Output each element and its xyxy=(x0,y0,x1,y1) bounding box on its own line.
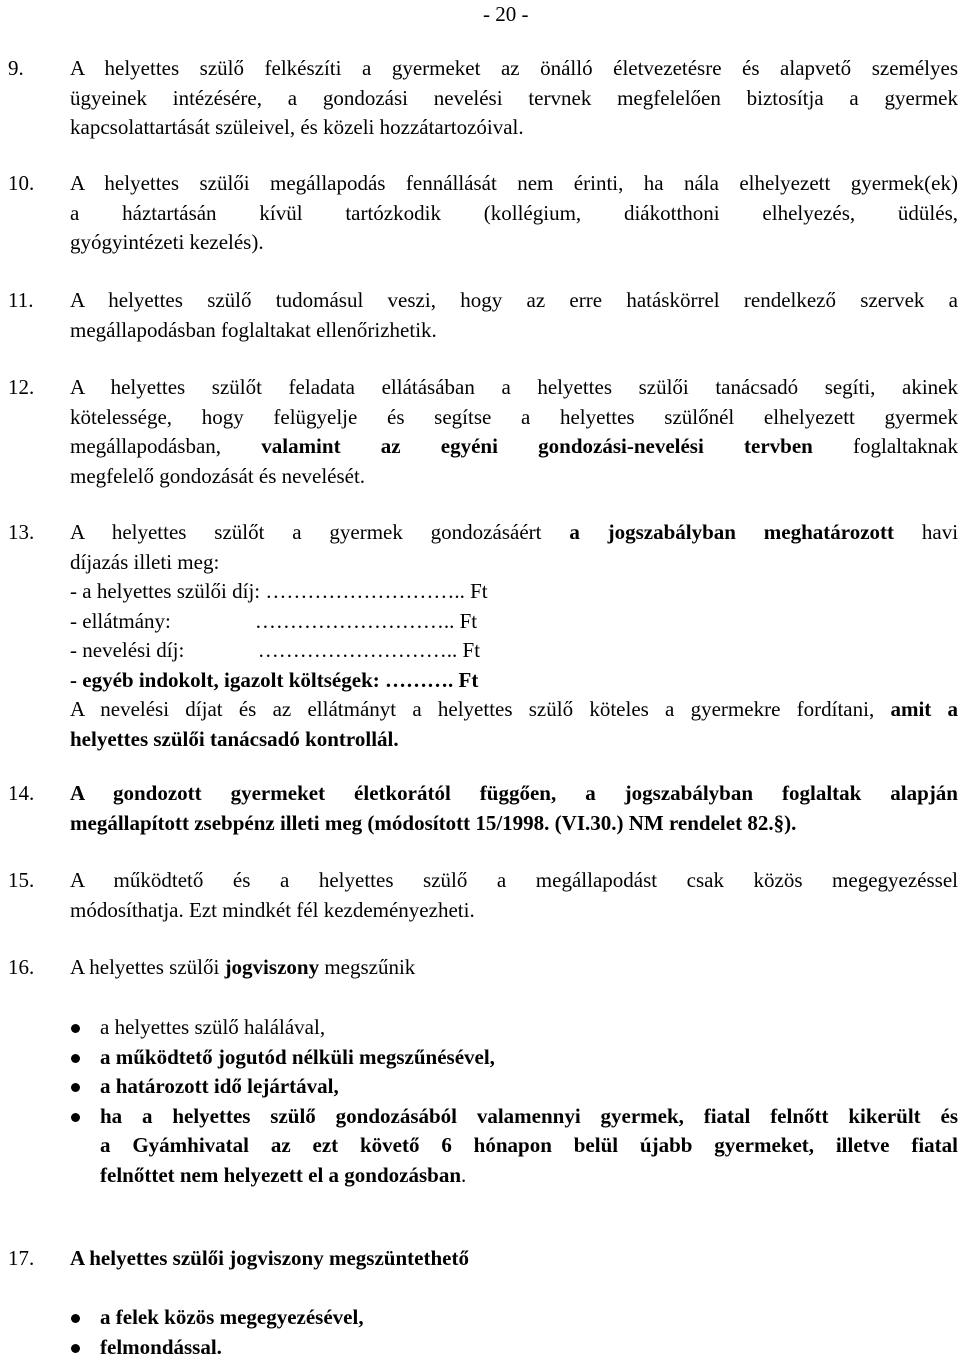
clause-text xyxy=(70,54,958,143)
text-line: A helyettes szülőt feladata ellátásában a helyettes szülői tanácsadó segíti, akinek xyxy=(70,373,958,403)
clause-number: 14. xyxy=(8,779,34,809)
clause-number: 11. xyxy=(8,286,33,316)
text-line xyxy=(70,695,958,725)
text-line: gyógyintézeti kezelés). xyxy=(70,228,958,258)
clause-number: 17. xyxy=(8,1244,34,1274)
text-line: A helyettes szülő tudomásul veszi, hogy az erre hatáskörrel rendelkező szervek a xyxy=(70,286,958,316)
clause-number: 10. xyxy=(8,169,34,199)
bold-text: jogviszony xyxy=(225,955,320,979)
termination-means-list xyxy=(70,1303,958,1362)
text-line: kötelessége, hogy felügyelje és segítse a helyettes szülőnél elhelyezett gyermek xyxy=(70,403,958,433)
page-number: - 20 - xyxy=(483,0,529,30)
bold-text: a jogszabályban meghatározott xyxy=(569,520,894,544)
bold-text: valamint az egyéni gondozási-nevelési tervben xyxy=(261,434,813,458)
list-item xyxy=(70,1303,958,1333)
list-item-text xyxy=(100,1161,958,1191)
clause-text xyxy=(70,518,958,754)
text-segment: . xyxy=(461,1163,466,1187)
text-line: A működtető és a helyettes szülő a megállapodást csak közös megegyezéssel xyxy=(70,866,958,896)
text-segment: A helyettes szülőt a gyermek gondozásáért xyxy=(70,520,541,544)
clause-text xyxy=(70,373,958,491)
clause-text xyxy=(70,1244,958,1274)
termination-list xyxy=(70,1013,958,1190)
bold-text: felnőttet nem helyezett el a gondozásban xyxy=(100,1163,461,1187)
list-item xyxy=(70,1072,958,1102)
list-item xyxy=(70,1013,958,1043)
clause-text xyxy=(70,866,958,925)
text-line: díjazás illeti meg: xyxy=(70,548,958,578)
clause-number: 12. xyxy=(8,373,34,403)
list-item-text: ha a helyettes szülő gondozásából valamennyi gyermek, fiatal felnőtt kikerült és xyxy=(100,1102,958,1132)
bold-text: amit a xyxy=(890,697,958,721)
fee-line-allowance: - ellátmány: ……………………….. Ft xyxy=(70,607,958,637)
fee-line-other-costs: - egyéb indokolt, igazolt költségek: ………. Ft xyxy=(70,666,958,696)
list-item xyxy=(70,1333,958,1362)
text-line xyxy=(70,953,958,983)
fee-line-foster-fee: - a helyettes szülői díj: ……………………….. Ft xyxy=(70,577,958,607)
text-line: megállapodásban foglaltakat ellenőrizhetik. xyxy=(70,316,958,346)
clause-text xyxy=(70,169,958,258)
text-segment: A nevelési díjat és az ellátmányt a helyettes szülő köteles a gyermekre fordítani, xyxy=(70,697,874,721)
list-item-text: a felek közös megegyezésével, xyxy=(100,1303,958,1333)
text-segment: megállapodásban, xyxy=(70,434,221,458)
text-line xyxy=(70,432,958,462)
list-item xyxy=(70,1102,958,1191)
text-line: kapcsolattartását szüleivel, és közeli hozzátartozóival. xyxy=(70,113,958,143)
text-line: módosíthatja. Ezt mindkét fél kezdeményezheti. xyxy=(70,896,958,926)
list-item-text: a határozott idő lejártával, xyxy=(100,1072,958,1102)
text-line: A helyettes szülői megállapodás fennállását nem érinti, ha nála elhelyezett gyermek(ek) xyxy=(70,169,958,199)
text-segment: foglaltaknak xyxy=(853,434,958,458)
text-line: megfelelő gondozását és nevelését. xyxy=(70,462,958,492)
text-line xyxy=(70,518,958,548)
list-item-text: a Gyámhivatal az ezt követő 6 hónapon belül újabb gyermeket, illetve fiatal xyxy=(100,1131,958,1161)
fee-line-upbringing-fee: - nevelési díj: ……………………….. Ft xyxy=(70,636,958,666)
list-item xyxy=(70,1043,958,1073)
list-item-text: a helyettes szülő halálával, xyxy=(100,1013,958,1043)
clause-number: 13. xyxy=(8,518,34,548)
text-segment: megszűnik xyxy=(324,955,415,979)
clause-number: 15. xyxy=(8,866,34,896)
clause-text xyxy=(70,779,958,838)
text-line: ügyeinek intézésére, a gondozási nevelési tervnek megfelelően biztosítja a gyermek xyxy=(70,84,958,114)
text-line: A helyettes szülő felkészíti a gyermeket az önálló életvezetésre és alapvető személyes xyxy=(70,54,958,84)
text-line: A gondozott gyermeket életkorától függően, a jogszabályban foglaltak alapján xyxy=(70,779,958,809)
text-line: helyettes szülői tanácsadó kontrollál. xyxy=(70,725,958,755)
text-line: A helyettes szülői jogviszony megszüntethető xyxy=(70,1244,958,1274)
text-line: megállapított zsebpénz illeti meg (módosított 15/1998. (VI.30.) NM rendelet 82.§). xyxy=(70,809,958,839)
list-item-text: a működtető jogutód nélküli megszűnésével, xyxy=(100,1043,958,1073)
clause-number: 16. xyxy=(8,953,34,983)
text-segment: havi xyxy=(922,520,958,544)
clause-number: 9. xyxy=(8,54,24,84)
text-line: a háztartásán kívül tartózkodik (kollégium, diákotthoni elhelyezés, üdülés, xyxy=(70,199,958,229)
list-item-text: felmondással. xyxy=(100,1333,958,1362)
clause-text xyxy=(70,953,958,983)
text-segment: A helyettes szülői xyxy=(70,955,219,979)
clause-text xyxy=(70,286,958,345)
